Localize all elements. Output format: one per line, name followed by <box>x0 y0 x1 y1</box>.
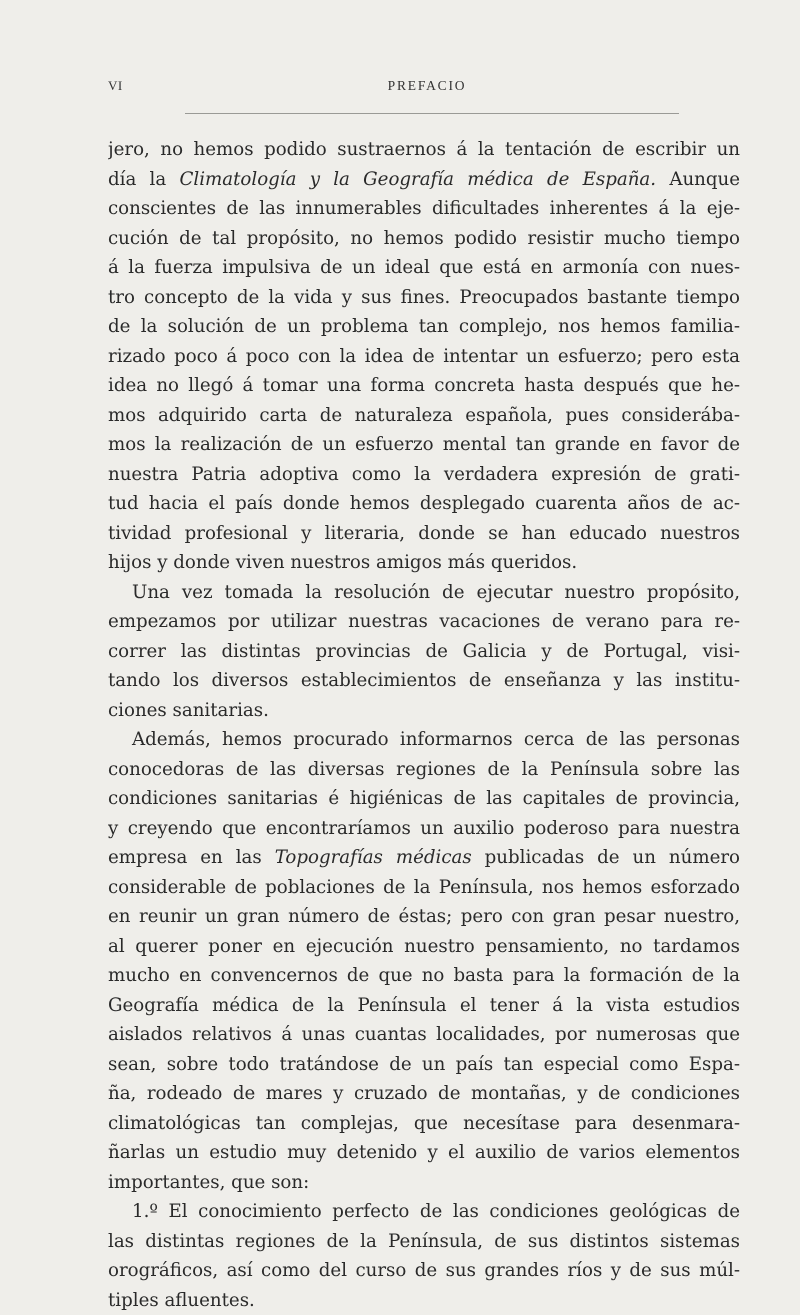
text-line <box>108 873 740 903</box>
text-run: mos adquirido carta de naturaleza española, pues considerába- <box>108 405 740 426</box>
text-run: ciones sanitarias. <box>108 700 269 721</box>
text-line <box>108 725 740 755</box>
text-line <box>108 548 740 578</box>
text-run: jero, no hemos podido sustraernos á la tentación de escribir un <box>108 139 740 160</box>
text-run: condiciones sanitarias é higiénicas de las capitales de provincia, <box>108 788 740 809</box>
header-rule <box>185 113 679 114</box>
text-line <box>108 814 740 844</box>
text-line <box>108 1138 740 1168</box>
text-run: á la fuerza impulsiva de un ideal que está en armonía con nues- <box>108 257 740 278</box>
text-run: empezamos por utilizar nuestras vacaciones de verano para re- <box>108 611 740 632</box>
text-line <box>108 401 740 431</box>
text-run: día la <box>108 169 179 190</box>
text-line <box>108 342 740 372</box>
text-line <box>108 135 740 165</box>
text-run: publicadas de un número <box>472 847 740 868</box>
text-run: y creyendo que encontraríamos un auxilio poderoso para nuestra <box>108 818 740 839</box>
text-run: conocedoras de las diversas regiones de la Península sobre las <box>108 759 740 780</box>
text-run: mucho en convencernos de que no basta para la formación de la <box>108 965 740 986</box>
text-line <box>108 755 740 785</box>
text-run: nuestra Patria adoptiva como la verdadera expresión de grati- <box>108 464 740 485</box>
text-run: aislados relativos á unas cuantas localidades, por numerosas que <box>108 1024 740 1045</box>
text-line <box>108 1109 740 1139</box>
text-run: al querer poner en ejecución nuestro pensamiento, no tardamos <box>108 936 740 957</box>
text-run: de la solución de un problema tan complejo, nos hemos familia- <box>108 316 740 337</box>
text-run: 1.º El conocimiento perfecto de las condiciones geológicas de <box>132 1201 740 1222</box>
text-run: Aunque <box>656 169 740 190</box>
text-line <box>108 194 740 224</box>
text-run: tando los diversos establecimientos de enseñanza y las institu- <box>108 670 740 691</box>
text-run: Una vez tomada la resolución de ejecutar nuestro propósito, <box>132 582 740 603</box>
text-line <box>108 312 740 342</box>
text-line <box>108 371 740 401</box>
text-line <box>108 932 740 962</box>
page-number: VI <box>108 78 123 94</box>
text-run: tividad profesional y literaria, donde se han educado nuestros <box>108 523 740 544</box>
text-line <box>108 460 740 490</box>
text-run: rizado poco á poco con la idea de intentar un esfuerzo; pero esta <box>108 346 740 367</box>
text-run: considerable de poblaciones de la Península, nos hemos esforzado <box>108 877 740 898</box>
text-line <box>108 637 740 667</box>
section-title: PREFACIO <box>108 78 746 94</box>
text-run: ñarlas un estudio muy detenido y el auxilio de varios elementos <box>108 1142 740 1163</box>
body-text <box>108 135 740 1315</box>
text-line <box>108 1050 740 1080</box>
text-run: empresa en las <box>108 847 275 868</box>
text-line <box>108 666 740 696</box>
text-line <box>108 1168 740 1198</box>
text-run: climatológicas tan complejas, que necesítase para desenmara- <box>108 1113 740 1134</box>
text-line <box>108 1079 740 1109</box>
text-run: ña, rodeado de mares y cruzado de montañas, y de condiciones <box>108 1083 740 1104</box>
text-line <box>108 578 740 608</box>
text-line <box>108 961 740 991</box>
text-run: sean, sobre todo tratándose de un país tan especial como Espa- <box>108 1054 740 1075</box>
text-run: correr las distintas provincias de Galicia y de Portugal, visi- <box>108 641 740 662</box>
text-run: tud hacia el país donde hemos desplegado cuarenta años de ac- <box>108 493 740 514</box>
running-head <box>108 78 746 102</box>
text-line <box>108 1197 740 1227</box>
text-line <box>108 607 740 637</box>
text-line <box>108 696 740 726</box>
text-run: tiples afluentes. <box>108 1290 255 1311</box>
text-run: Además, hemos procurado informarnos cerca de las personas <box>132 729 740 750</box>
text-run: idea no llegó á tomar una forma concreta hasta después que he- <box>108 375 740 396</box>
text-run: hijos y donde viven nuestros amigos más queridos. <box>108 552 577 573</box>
text-run: conscientes de las innumerables dificultades inherentes á la eje- <box>108 198 740 219</box>
italic-title: Topografías médicas <box>275 847 472 868</box>
text-run: orográficos, así como del curso de sus grandes ríos y de sus múl- <box>108 1260 740 1281</box>
text-line <box>108 283 740 313</box>
text-line <box>108 253 740 283</box>
text-run: importantes, que son: <box>108 1172 309 1193</box>
text-run: mos la realización de un esfuerzo mental tan grande en favor de <box>108 434 740 455</box>
text-line <box>108 430 740 460</box>
text-line <box>108 1286 740 1315</box>
text-line <box>108 489 740 519</box>
text-run: en reunir un gran número de éstas; pero con gran pesar nuestro, <box>108 906 740 927</box>
text-run: las distintas regiones de la Península, de sus distintos sistemas <box>108 1231 740 1252</box>
text-line <box>108 1020 740 1050</box>
text-line <box>108 519 740 549</box>
text-line <box>108 991 740 1021</box>
text-run: tro concepto de la vida y sus fines. Preocupados bastante tiempo <box>108 287 740 308</box>
text-line <box>108 1256 740 1286</box>
text-line <box>108 1227 740 1257</box>
text-line <box>108 784 740 814</box>
text-line <box>108 843 740 873</box>
text-line <box>108 165 740 195</box>
text-line <box>108 224 740 254</box>
italic-title: Climatología y la Geografía médica de España. <box>179 169 656 190</box>
text-run: Geografía médica de la Península el tener á la vista estudios <box>108 995 740 1016</box>
text-line <box>108 902 740 932</box>
text-run: cución de tal propósito, no hemos podido resistir mucho tiempo <box>108 228 740 249</box>
